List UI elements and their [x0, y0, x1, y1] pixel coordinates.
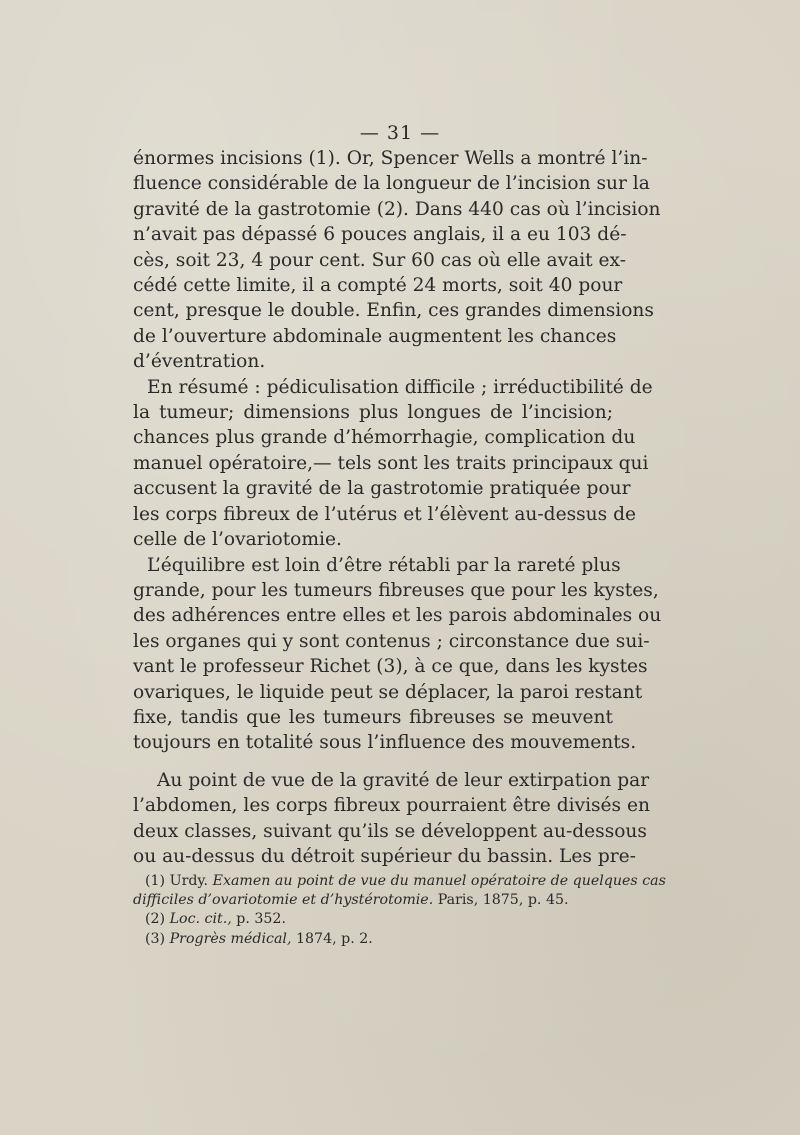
text-line: les corps fibreux de l’utérus et l’élèvent au-dessus de: [133, 503, 636, 525]
footnote-reference: Paris, 1875, p. 45.: [437, 892, 569, 909]
text-line: fixe, tandis que les tumeurs fibreuses se meuvent: [133, 706, 613, 728]
footnote-label: (3): [145, 930, 166, 947]
text-line: grande, pour les tumeurs fibreuses que pour les kystes,: [133, 579, 659, 601]
footnote-1: [133, 872, 666, 891]
footnote-label: (1) Urdy.: [145, 873, 209, 889]
footnotes: [133, 872, 666, 949]
paragraph-spacer: [133, 756, 613, 768]
text-line: d’éventration.: [133, 351, 266, 373]
page-number: — 31 —: [359, 122, 441, 144]
text-line: cent, presque le double. Enfin, ces grandes dimensions: [133, 300, 654, 322]
paragraph-1: [133, 146, 661, 375]
text-line: gravité de la gastrotomie (2). Dans 440 cas où l’incision: [133, 198, 661, 220]
text-line: ovariques, le liquide peut se déplacer, la paroi restant: [133, 681, 643, 703]
footnote-reference: p. 352.: [236, 911, 286, 928]
body-text: [133, 146, 662, 869]
text-line: cédé cette limite, il a compté 24 morts, soit 40 pour: [133, 275, 623, 297]
text-line: la tumeur; dimensions plus longues de l’incision;: [133, 402, 613, 424]
footnote-label: (2): [145, 911, 166, 928]
footnote-3: [133, 930, 613, 949]
text-line: accusent la gravité de la gastrotomie pratiquée pour: [133, 478, 631, 500]
text-line: de l’ouverture abdominale augmentent les chances: [133, 325, 617, 347]
text-line: cès, soit 23, 4 pour cent. Sur 60 cas où elle avait ex-: [133, 249, 626, 271]
footnote-title: difficiles d’ovariotomie et d’hystérotomie.: [133, 892, 434, 909]
text-line: chances plus grande d’hémorrhagie, complication du: [133, 427, 636, 449]
footnote-title: Loc. cit.,: [169, 911, 232, 928]
text-line: l’abdomen, les corps fibreux pourraient être divisés en: [133, 795, 650, 817]
paragraph-3: [133, 553, 662, 756]
text-line: celle de l’ovariotomie.: [133, 529, 342, 551]
text-line: vant le professeur Richet (3), à ce que, dans les kystes: [133, 656, 648, 678]
footnote-title: Examen au point de vue du manuel opératoire de quelques cas: [212, 873, 666, 889]
footnote-reference: 1874, p. 2.: [295, 930, 373, 947]
paragraph-4: [133, 768, 650, 870]
text-line: L’équilibre est loin d’être rétabli par la rareté plus: [147, 554, 621, 576]
text-line: n’avait pas dépassé 6 pouces anglais, il a eu 103 dé-: [133, 224, 627, 246]
footnote-1-continued: [133, 891, 613, 910]
text-line: manuel opératoire,— tels sont les traits principaux qui: [133, 452, 649, 474]
text-line: Au point de vue de la gravité de leur extirpation par: [157, 769, 650, 791]
text-line: ou au-dessus du détroit supérieur du bassin. Les pre-: [133, 845, 636, 867]
footnote-2: [133, 910, 613, 929]
paragraph-2: [133, 375, 653, 553]
text-line: deux classes, suivant qu’ils se développent au-dessous: [133, 820, 647, 842]
text-line: les organes qui y sont contenus ; circonstance due sui-: [133, 630, 650, 652]
text-line: En résumé : pédiculisation difficile ; irréductibilité de: [147, 376, 653, 398]
footnote-title: Progrès médical,: [169, 930, 292, 947]
text-line: des adhérences entre elles et les parois abdominales ou: [133, 605, 662, 627]
text-line: toujours en totalité sous l’influence des mouvements.: [133, 732, 637, 754]
text-line: fluence considérable de la longueur de l’incision sur la: [133, 173, 650, 195]
text-line: énormes incisions (1). Or, Spencer Wells a montré l’in-: [133, 148, 648, 169]
